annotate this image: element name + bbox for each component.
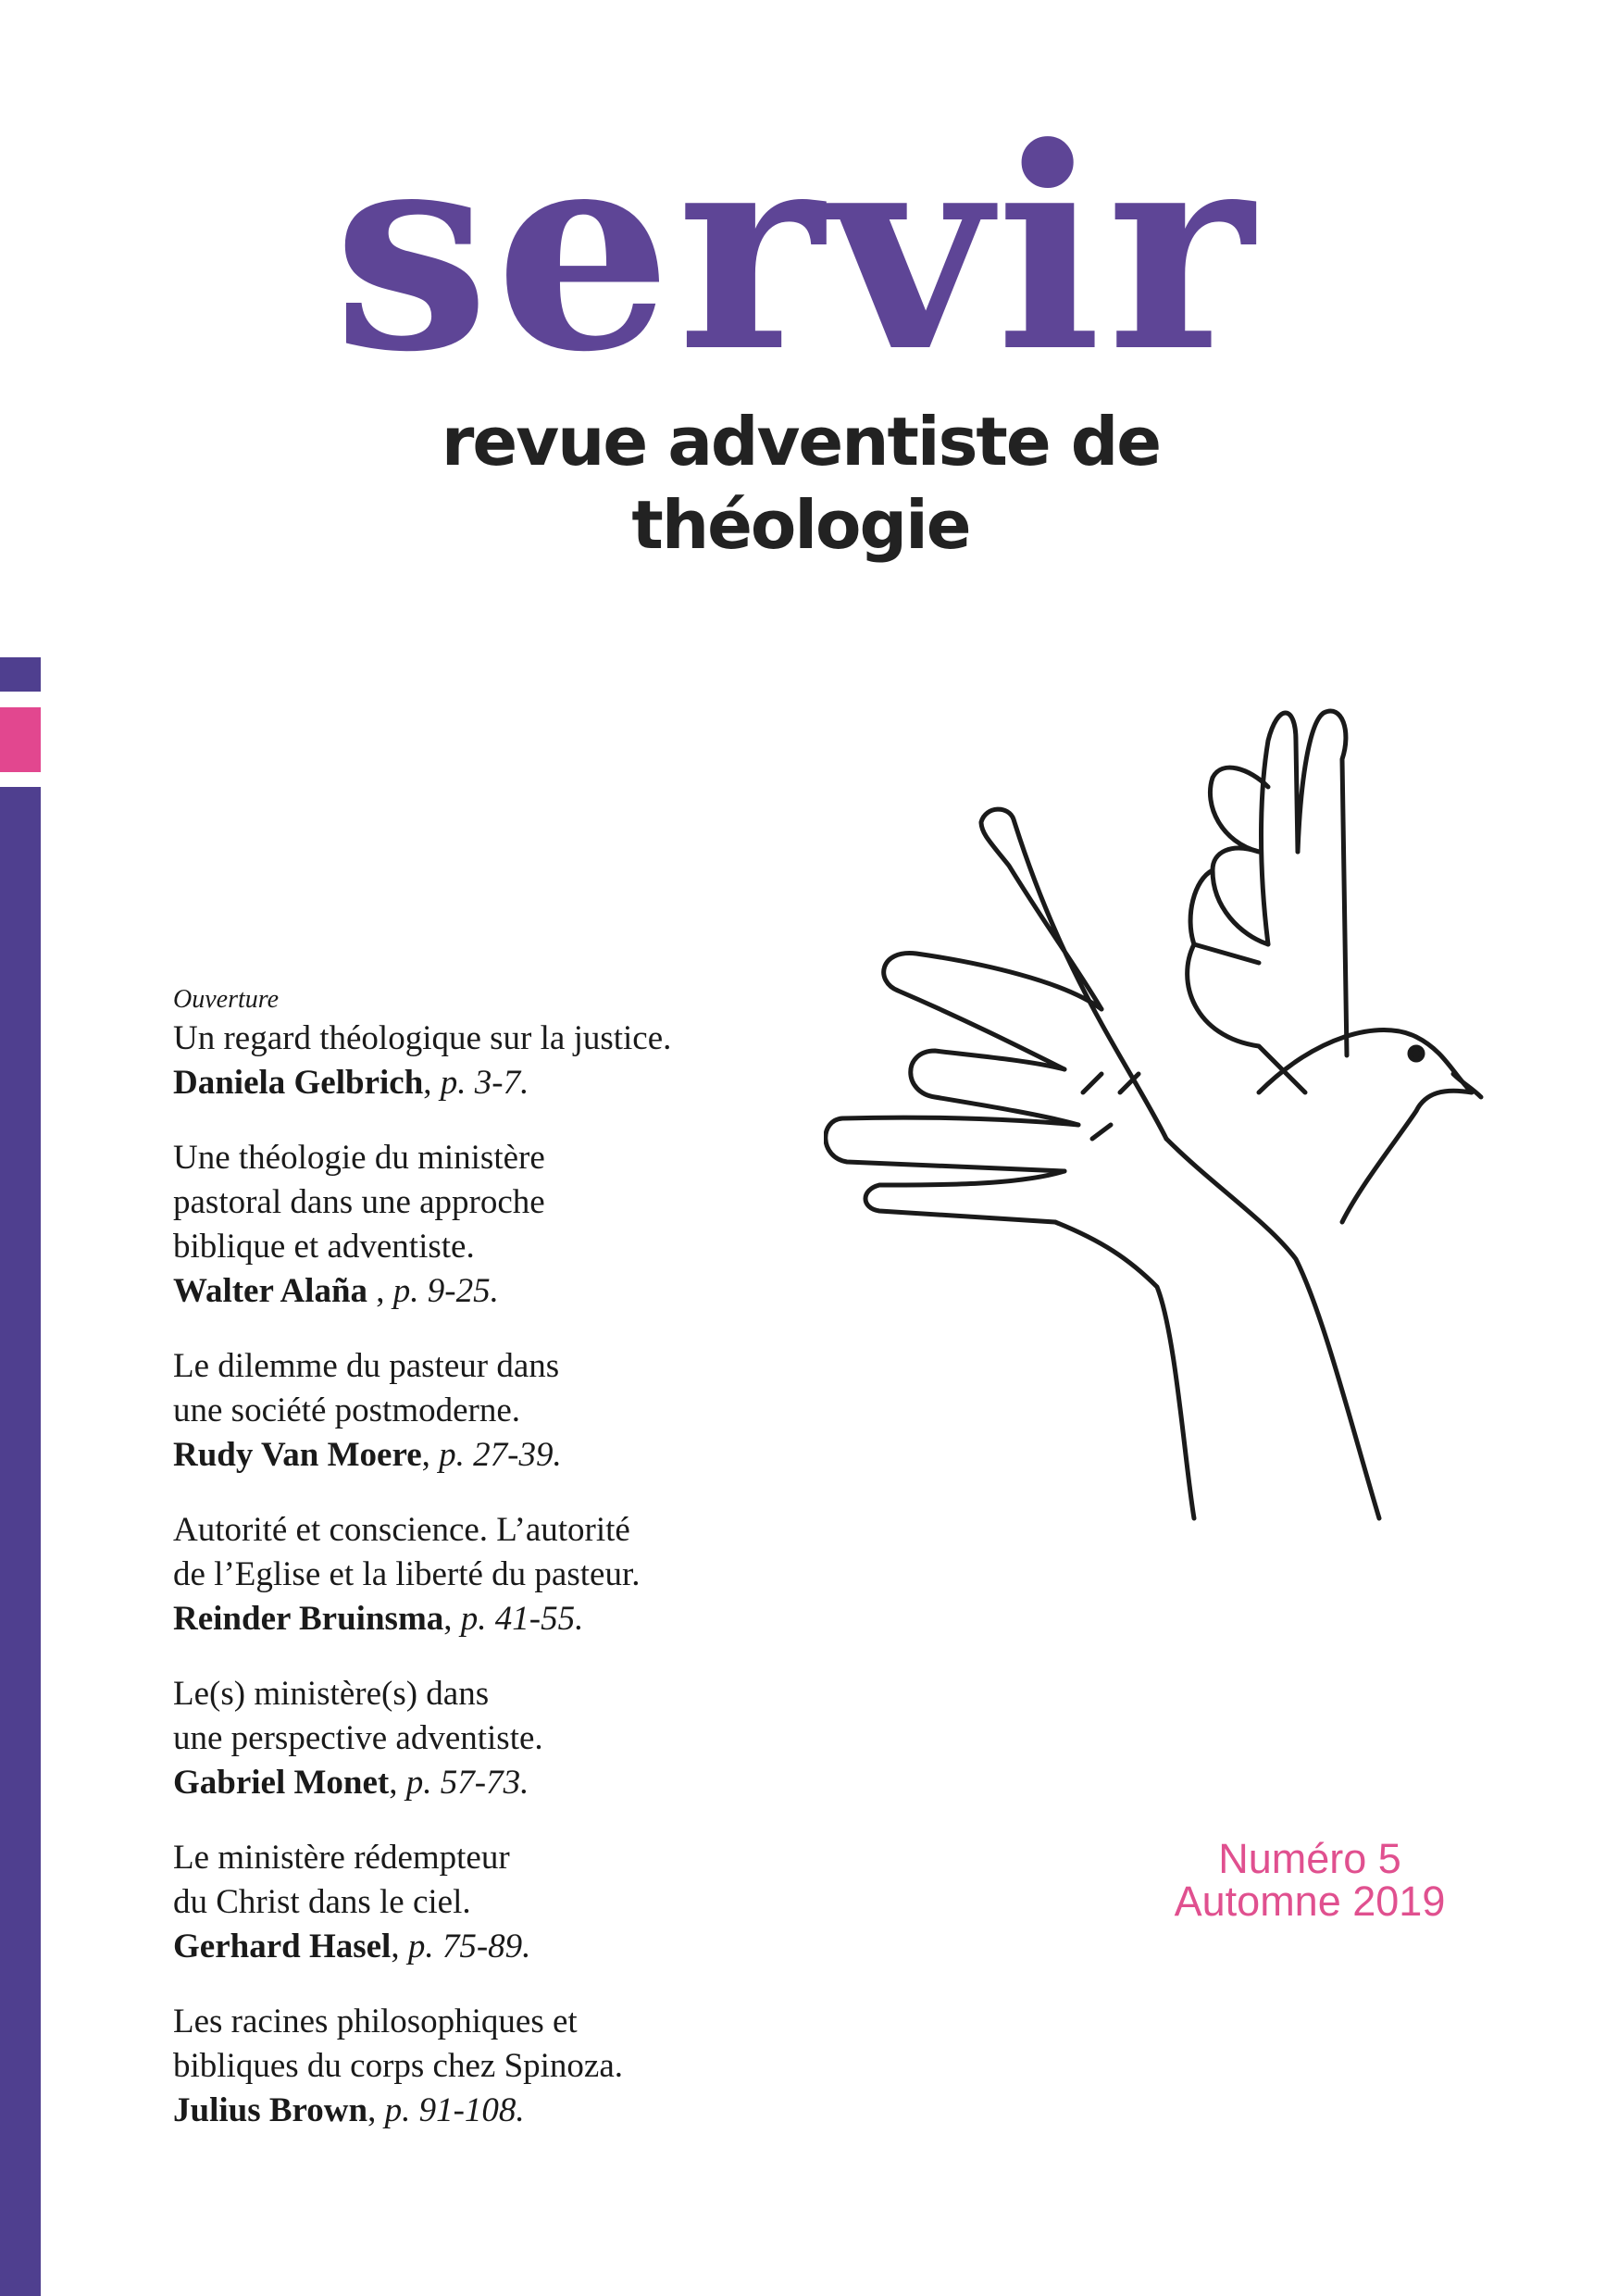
table-of-contents [173, 983, 821, 2164]
separator: , [423, 1064, 432, 1102]
toc-entry [173, 1136, 821, 1314]
author-line [173, 1761, 821, 1805]
toc-entry [173, 2000, 821, 2133]
article-title-line: Les racines philosophiques et [173, 2003, 578, 2040]
journal-subtitle: revue adventiste de théologie [441, 403, 1161, 564]
separator: , [367, 1272, 385, 1310]
page-range: p. 57-73. [397, 1764, 529, 1802]
accent-bar-pink [0, 707, 41, 772]
issue-number: Numéro 5 [1218, 1835, 1401, 1882]
article-title-line: pastoral dans une approche [173, 1183, 545, 1221]
toc-entry [173, 1672, 821, 1805]
page-range: p. 27-39. [429, 1436, 562, 1474]
issue-season: Automne 2019 [1174, 1878, 1446, 1925]
article-title-line: bibliques du corps chez Spinoza. [173, 2047, 624, 2085]
toc-entry [173, 1344, 821, 1478]
article-title-line: Un regard théologique sur la justice. [173, 1019, 672, 1057]
article-title-line: Le(s) ministère(s) dans [173, 1675, 490, 1713]
separator: , [391, 1928, 400, 1965]
separator: , [389, 1764, 398, 1802]
page-range: p. 91-108. [376, 2091, 525, 2129]
author-line [173, 2089, 821, 2133]
hands-dove-icon [824, 704, 1509, 1555]
page-range: p. 3-7. [431, 1064, 529, 1102]
article-title-line: une perspective adventiste. [173, 1719, 543, 1757]
author-name: Rudy Van Moere [173, 1436, 422, 1474]
author-line [173, 1433, 821, 1478]
separator: , [367, 2091, 377, 2129]
article-title-line: biblique et adventiste. [173, 1228, 475, 1266]
author-name: Julius Brown [173, 2091, 368, 2129]
author-name: Reinder Bruinsma [173, 1600, 444, 1638]
author-line [173, 1925, 821, 1969]
author-name: Daniela Gelbrich [173, 1064, 424, 1102]
author-line [173, 1061, 821, 1105]
toc-entry [173, 1508, 821, 1641]
issue-info [1129, 1835, 1490, 1925]
page-range: p. 41-55. [452, 1600, 584, 1638]
separator: , [443, 1600, 453, 1638]
article-title-line: une société postmoderne. [173, 1391, 521, 1429]
article-title-line: Une théologie du ministère [173, 1139, 545, 1177]
author-line [173, 1597, 821, 1641]
article-title-line: Autorité et conscience. L’autorité [173, 1511, 630, 1549]
toc-entry [173, 1836, 821, 1969]
separator: , [421, 1436, 430, 1474]
accent-bar-purple-long [0, 787, 41, 2296]
page-range: p. 75-89. [399, 1928, 531, 1965]
article-title-line: Le dilemme du pasteur dans [173, 1347, 560, 1385]
article-title-line: Le ministère rédempteur [173, 1839, 510, 1877]
author-name: Gabriel Monet [173, 1764, 390, 1802]
article-title-line: de l’Eglise et la liberté du pasteur. [173, 1555, 641, 1593]
toc-entry [173, 1017, 821, 1105]
author-name: Walter Alaña [173, 1272, 368, 1310]
section-label: Ouverture [173, 985, 280, 1014]
journal-logo: servir [332, 86, 1260, 413]
page-range: p. 9-25. [384, 1272, 499, 1310]
article-title-line: du Christ dans le ciel. [173, 1883, 471, 1921]
author-name: Gerhard Hasel [173, 1928, 392, 1965]
accent-bar-purple-small [0, 657, 41, 692]
author-line [173, 1269, 821, 1314]
